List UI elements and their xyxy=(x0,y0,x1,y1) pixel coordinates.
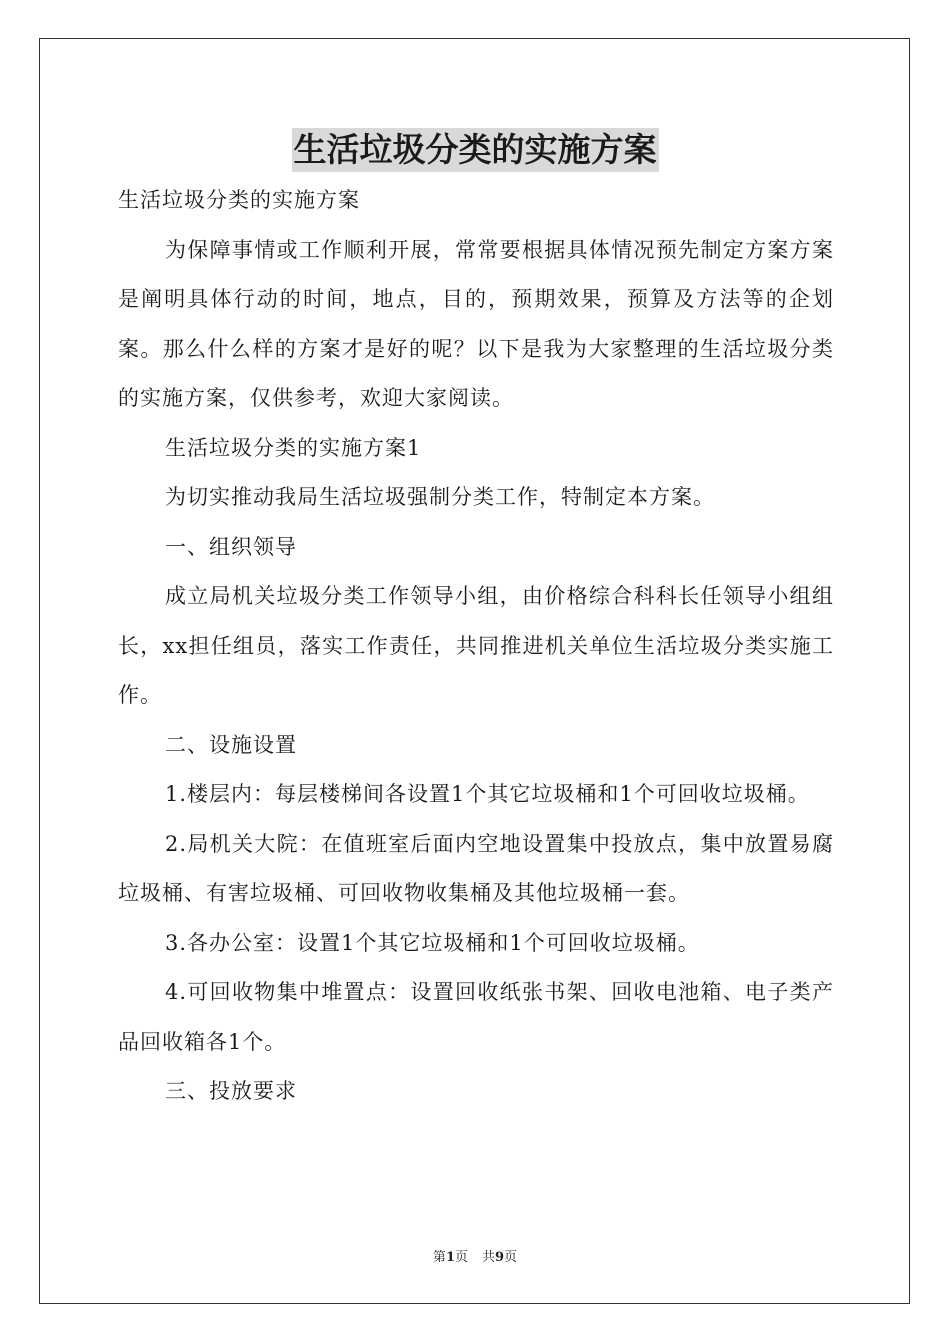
page-total: 9 xyxy=(495,1250,505,1265)
section-heading: 三、投放要求 xyxy=(165,1079,297,1103)
list-item: 2.局机关大院：在值班室后面内空地设置集中投放点，集中放置易腐垃圾桶、有害垃圾桶、可回收物收集桶及其他垃圾桶一套。 xyxy=(118,831,834,905)
list-item: 4.可回收物集中堆置点：设置回收纸张书架、回收电池箱、电子类产品回收箱各1个。 xyxy=(118,980,834,1054)
paragraph: 为保障事情或工作顺利开展，常常要根据具体情况预先制定方案方案是阐明具体行动的时间，地点，目的，预期效果，预算及方法等的企划案。那么什么样的方案才是好的呢？以下是我为大家整理的生活垃圾分类的实施方案，仅供参考，欢迎大家阅读。 xyxy=(118,237,834,410)
paragraph: 成立局机关垃圾分类工作领导小组，由价格综合科科长任领导小组组长，xx担任组员，落实工作责任，共同推进机关单位生活垃圾分类实施工作。 xyxy=(118,584,834,707)
list-item: 1.楼层内：每层楼梯间各设置1个其它垃圾桶和1个可回收垃圾桶。 xyxy=(165,782,810,806)
section-heading: 二、设施设置 xyxy=(165,732,297,757)
total-prefix: 共 xyxy=(482,1250,496,1265)
list-item: 3.各办公室：设置1个其它垃圾桶和1个可回收垃圾桶。 xyxy=(165,930,700,955)
total-unit: 页 xyxy=(504,1250,518,1265)
document-body xyxy=(118,176,834,1117)
paragraph: 为切实推动我局生活垃圾强制分类工作，特制定本方案。 xyxy=(165,485,715,509)
page-prefix: 第 xyxy=(432,1250,446,1265)
section-heading: 一、组织领导 xyxy=(165,534,297,559)
document-title: 生活垃圾分类的实施方案 xyxy=(292,128,659,172)
page-current: 1 xyxy=(445,1250,455,1265)
title-container xyxy=(0,128,950,172)
paragraph: 生活垃圾分类的实施方案1 xyxy=(165,435,422,460)
paragraph: 生活垃圾分类的实施方案 xyxy=(118,188,360,212)
page-unit: 页 xyxy=(454,1250,468,1265)
page-footer xyxy=(0,1246,950,1265)
